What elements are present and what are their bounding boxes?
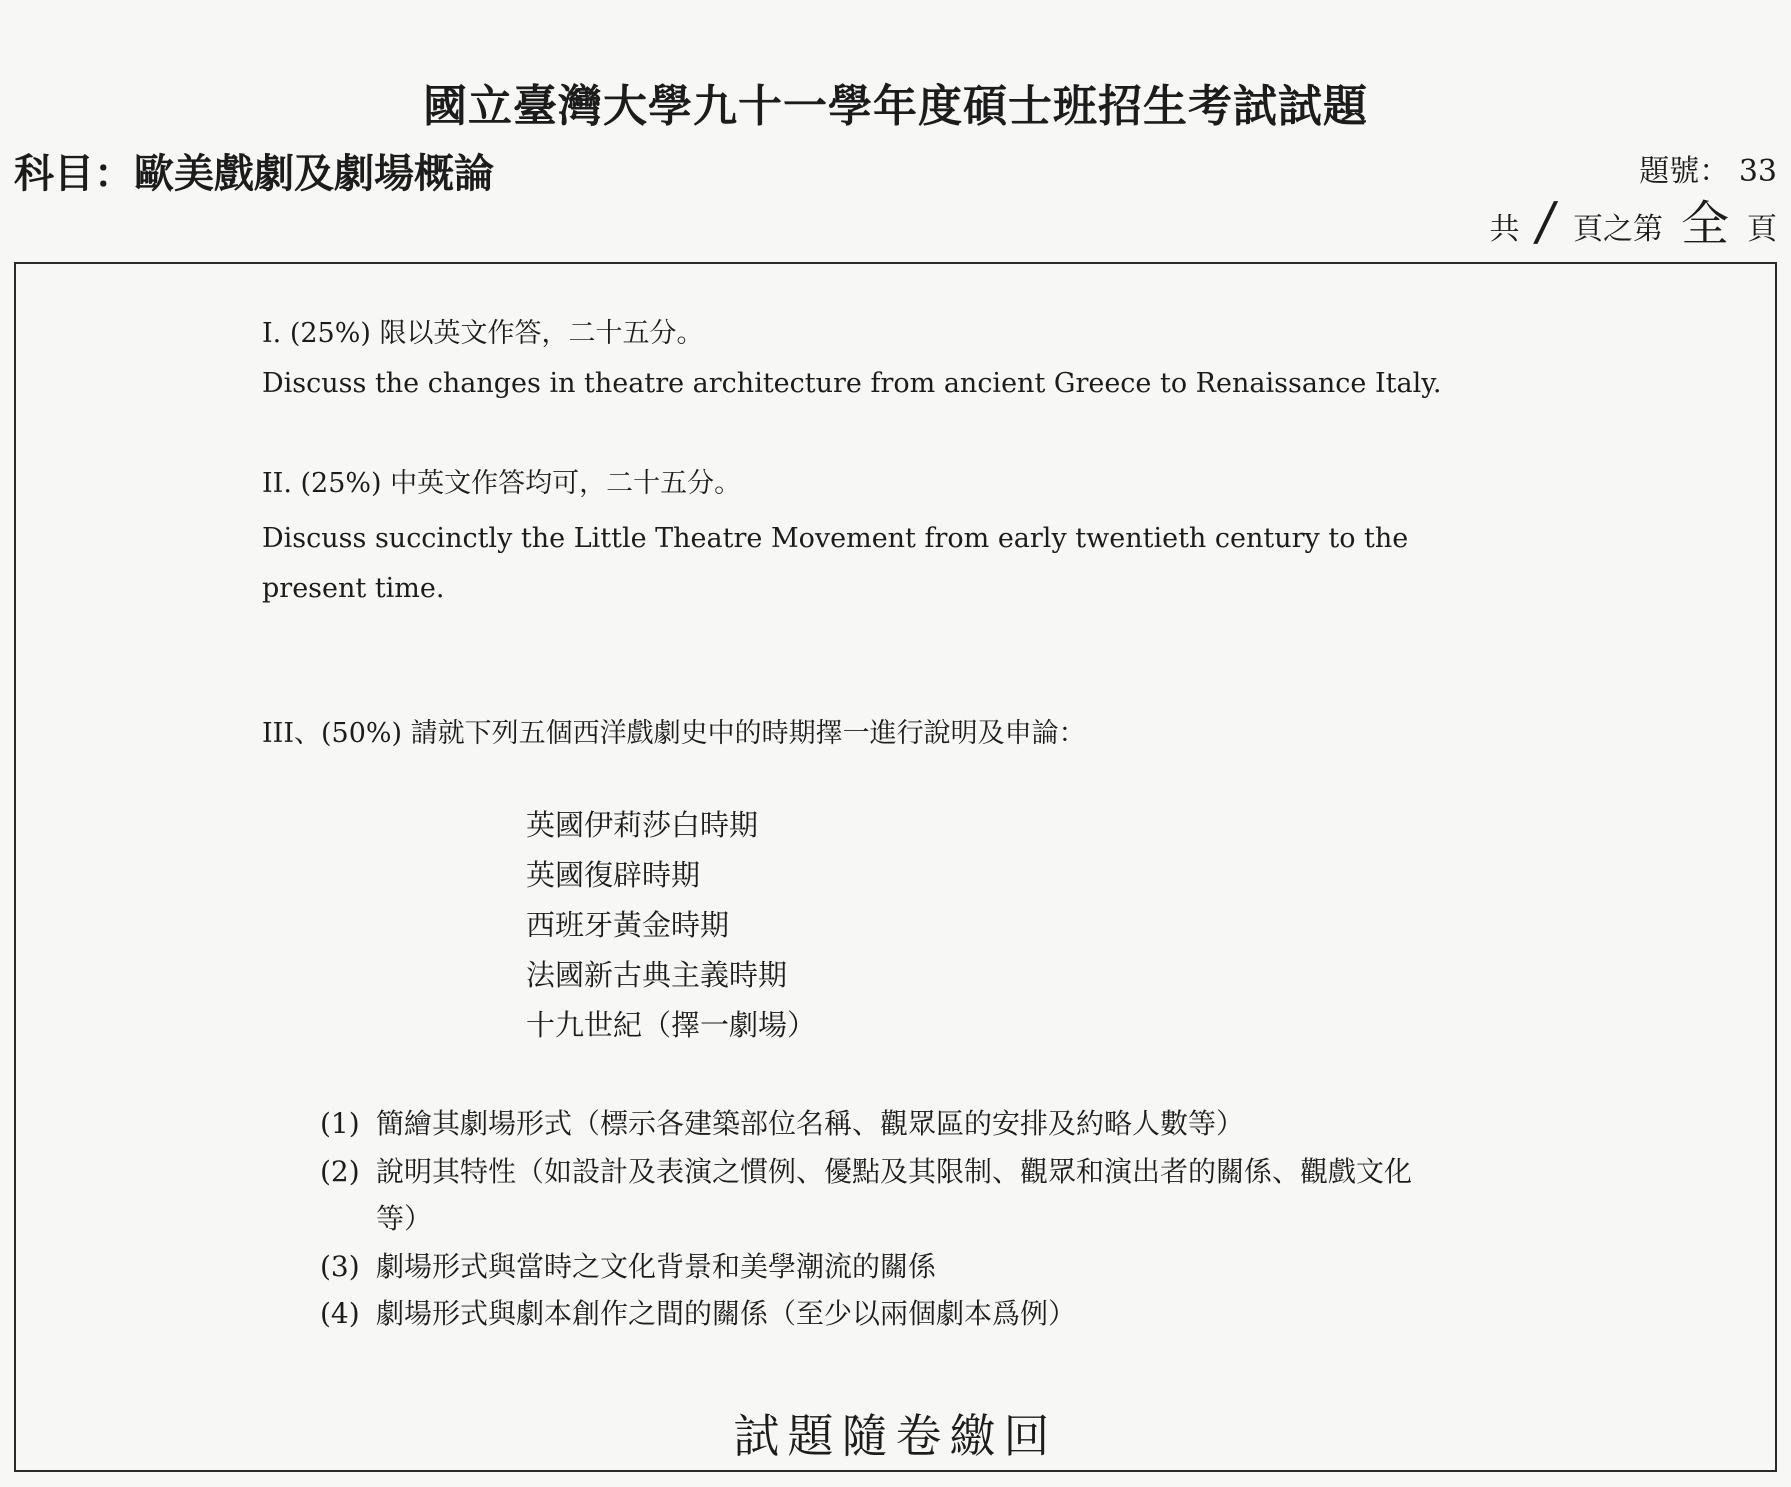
page-info (1489, 192, 1777, 252)
question-1-heading: I. (25%) 限以英文作答，二十五分。 (262, 318, 704, 349)
question-2-body: Discuss succinctly the Little Theatre Movement from early twentieth century to the present time. (262, 523, 1409, 604)
subitem (320, 1100, 1440, 1148)
period-item: 英國伊莉莎白時期 (526, 808, 759, 842)
subject-label: 科目：歐美戲劇及劇場概論 (14, 150, 494, 197)
subitem-number: (1) (320, 1107, 360, 1140)
period-item: 法國新古典主義時期 (526, 958, 788, 992)
subitem (320, 1148, 1440, 1243)
subitem-list (320, 1100, 1440, 1338)
subitem (320, 1290, 1440, 1338)
question-2-heading: II. (25%) 中英文作答均可，二十五分。 (262, 468, 742, 499)
period-item: 十九世紀（擇一劇場） (526, 1008, 817, 1042)
page-current-handwritten: 全 (1680, 196, 1729, 252)
question-1-body: Discuss the changes in theatre architecture from ancient Greece to Renaissance Italy. (262, 368, 1442, 399)
page-middle: 頁之第 (1572, 212, 1663, 247)
question-number: 題號： 33 (1639, 154, 1777, 189)
period-item: 英國復辟時期 (526, 858, 701, 892)
subitem-text: 說明其特性（如設計及表演之慣例、優點及其限制、觀眾和演出者的關係、觀戲文化等） (376, 1154, 1413, 1236)
subitem-number: (4) (320, 1297, 360, 1331)
subitem-text: 劇場形式與劇本創作之間的關係（至少以兩個劇本爲例） (376, 1297, 1077, 1331)
question-3-heading: III、(50%) 請就下列五個西洋戲劇史中的時期擇一進行說明及申論： (262, 718, 1086, 749)
exam-title: 國立臺灣大學九十一學年度碩士班招生考試試題 (423, 81, 1368, 132)
subitem-number: (3) (320, 1249, 360, 1283)
subitem-number: (2) (320, 1154, 360, 1188)
subitem-text: 簡繪其劇場形式（標示各建築部位名稱、觀眾區的安排及約略人數等） (376, 1107, 1245, 1140)
page-suffix: 頁 (1747, 212, 1777, 247)
subitem (320, 1243, 1440, 1291)
page-total-handwritten: / (1532, 192, 1561, 252)
return-exam-note: 試題隨卷繳回 (733, 1409, 1058, 1463)
page-prefix: 共 (1489, 212, 1520, 247)
period-item: 西班牙黃金時期 (526, 908, 730, 942)
subitem-text: 劇場形式與當時之文化背景和美學潮流的關係 (376, 1249, 937, 1283)
period-list (526, 800, 816, 1050)
